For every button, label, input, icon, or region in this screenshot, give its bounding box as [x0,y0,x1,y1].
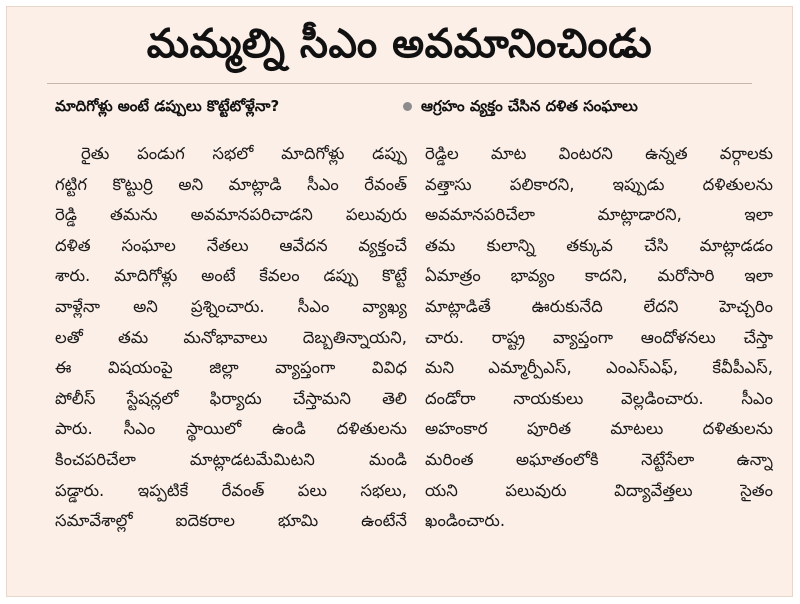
bullet-dot-icon [403,102,412,111]
text-line: అవమానపరిచేలా మాట్లాడారని, ఇలా [425,205,773,225]
text-line: శారు. మాదిగోళ్లు అంటే కేవలం డప్పు కొట్టే [55,266,407,286]
headline: మమ్మల్ని సీఎం అవమానించిండు [146,21,653,67]
text-line: తమ కులాన్ని తక్కువ చేసి మాట్లాడడం [425,235,773,255]
text-line: యని పలువురు విద్యావేత్తలు సైతం [425,480,773,500]
news-clipping [6,6,793,597]
subheading-left: మాదిగోళ్లు అంటే డప్పులు కొట్టేటోళ్లేనా? [55,97,280,115]
text-line: రైతు పండుగ సభలో మాదిగోళ్లు డప్పు [81,144,407,163]
text-line: పారు. సీఎం స్థాయిలో ఉండి దళితులను [55,419,407,439]
article-column-left [55,139,407,537]
text-line: సమావేశాల్లో ఐదెకరాల భూమి ఉంటేనే [55,511,407,531]
text-line: అహంకార పూరిత మాటలు దళితులను [425,419,773,439]
text-line: రెడ్డిల మాట వింటరని ఉన్నత వర్గాలకు [425,144,773,163]
text-line: దండోరా నాయకులు వెల్లడించారు. సీఎం [425,388,773,408]
text-line: చారు. రాష్ట్ర వ్యాప్తంగా ఆందోళనలు చేస్తా [425,327,773,347]
article-column-right [425,139,773,537]
text-line: మని ఎమ్మార్పీఎస్, ఎంఎస్ఎఫ్, కేవీపీఎస్, [425,358,773,378]
text-line: పోలీస్ స్టేషన్లలో ఫిర్యాదు చేస్తామని తెలి [55,388,407,408]
text-line: మరింత అఘాతంలోకి నెట్టేసేలా ఉన్నా [425,449,773,469]
text-line: ఏమాత్రం భావ్యం కాదని, మరోసారి ఇలా [425,266,773,286]
headline-divider [47,83,752,84]
text-line: ఖండించారు. [425,511,506,531]
text-line: రెడ్డి తమను అవమానపరిచాడని పలువురు [55,205,407,225]
text-line: వాళ్లేనా అని ప్రశ్నించారు. సీఎం వ్యాఖ్య [55,296,407,316]
text-line: కించపరిచేలా మాట్లాడటమేమిటని మండి [55,449,407,469]
text-line: దళిత సంఘాల నేతలు ఆవేదన వ్యక్తంచే [55,235,407,255]
subheading-right: ఆగ్రహం వ్యక్తం చేసిన దళిత సంఘాలు [421,97,638,115]
text-line: గట్టిగ కొట్టుర్రి అని మాట్లాడి సీఎం రేవంత్ [55,174,407,194]
text-line: లతో తమ మనోభావాలు దెబ్బతిన్నాయని, [55,327,407,347]
text-line: ఈ విషయంపై జిల్లా వ్యాప్తంగా వివిధ [55,358,407,378]
text-line: మాట్లాడితే ఊరుకునేది లేదని హెచ్చరిం [425,296,773,316]
text-line: వత్తాసు పలికారని, ఇప్పుడు దళితులను [425,174,773,194]
text-line: పడ్డారు. ఇప్పటికే రేవంత్ పలు సభలు, [55,480,407,500]
